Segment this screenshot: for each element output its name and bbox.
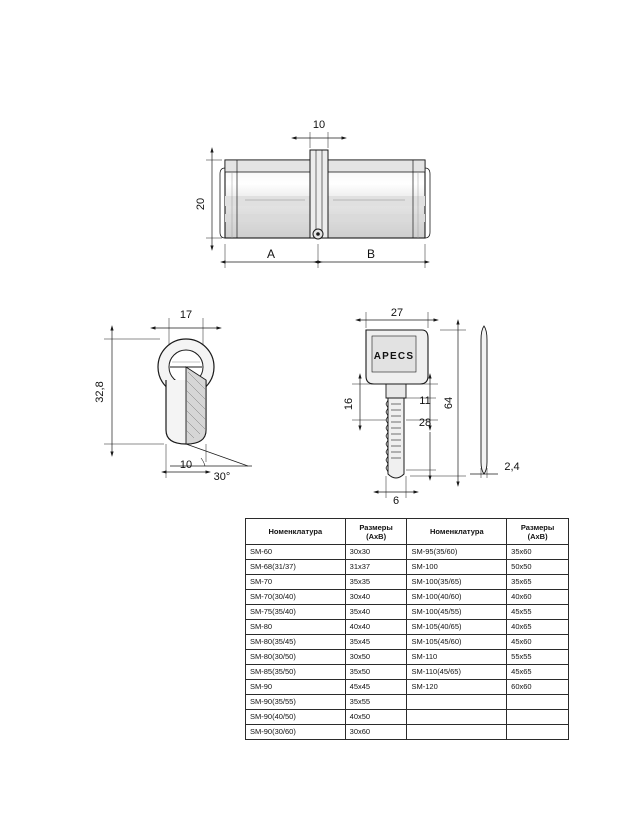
cell-nomenclature-1: SM-90(30/60) (246, 725, 346, 740)
dim-28: 28 (418, 417, 432, 429)
cell-nomenclature-1: SM-60 (246, 545, 346, 560)
table-row (246, 650, 569, 665)
cell-nomenclature-1: SM-90(40/50) (246, 710, 346, 725)
header-line: Номенклатура (430, 527, 484, 536)
header-line: Размеры (520, 522, 555, 532)
cell-nomenclature-2 (407, 710, 507, 725)
header-size-2 (507, 519, 569, 545)
table-row (246, 560, 569, 575)
table-row (246, 695, 569, 710)
cell-size-1: 40x50 (345, 710, 407, 725)
cell-size-2: 40x60 (507, 590, 569, 605)
specification-table-wrap (245, 518, 569, 740)
dim-20-height: 20 (195, 197, 207, 211)
cell-size-1: 35x45 (345, 635, 407, 650)
cell-size-2: 35x65 (507, 575, 569, 590)
cell-nomenclature-1: SM-85(35/50) (246, 665, 346, 680)
cell-size-1: 45x45 (345, 680, 407, 695)
table-row (246, 605, 569, 620)
cell-size-2: 50x50 (507, 560, 569, 575)
key-view (343, 307, 520, 507)
cell-nomenclature-2 (407, 695, 507, 710)
cell-size-1: 35x55 (345, 695, 407, 710)
cell-nomenclature-2 (407, 725, 507, 740)
specification-table (245, 518, 569, 740)
key-brand-label: APECS (373, 351, 415, 362)
cell-nomenclature-1: SM-75(35/40) (246, 605, 346, 620)
cell-size-2: 45x60 (507, 635, 569, 650)
cell-size-2: 60x60 (507, 680, 569, 695)
table-row (246, 665, 569, 680)
cell-size-2: 40x65 (507, 620, 569, 635)
cell-size-1: 30x30 (345, 545, 407, 560)
header-line: (AxB) (366, 531, 387, 541)
dim-16: 16 (343, 397, 355, 411)
dim-17: 17 (179, 309, 193, 321)
cell-size-2: 45x55 (507, 605, 569, 620)
cell-nomenclature-1: SM-70 (246, 575, 346, 590)
label-side-a: A (266, 247, 276, 261)
cell-nomenclature-1: SM-68(31/37) (246, 560, 346, 575)
cell-size-1: 35x50 (345, 665, 407, 680)
dim-32-8: 32,8 (94, 381, 106, 403)
cell-size-2: 35x60 (507, 545, 569, 560)
cell-size-1: 40x40 (345, 620, 407, 635)
table-row (246, 725, 569, 740)
cell-size-2 (507, 725, 569, 740)
dim-10-top: 10 (312, 119, 326, 131)
dim-27: 27 (390, 307, 404, 319)
cell-nomenclature-2: SM-100(35/65) (407, 575, 507, 590)
dim-30-deg: 30° (213, 471, 231, 483)
cell-nomenclature-2: SM-95(35/60) (407, 545, 507, 560)
dim-2-4: 2,4 (504, 461, 520, 473)
dim-11: 11 (419, 395, 431, 407)
cell-size-1: 31x37 (345, 560, 407, 575)
header-line: (AxB) (527, 531, 548, 541)
cell-size-1: 30x60 (345, 725, 407, 740)
dim-6: 6 (392, 495, 400, 507)
table-row (246, 590, 569, 605)
table-row (246, 680, 569, 695)
table-row (246, 575, 569, 590)
table-row (246, 635, 569, 650)
cell-size-2: 55x55 (507, 650, 569, 665)
cell-nomenclature-2: SM-105(45/60) (407, 635, 507, 650)
table-header-row (246, 519, 569, 545)
cell-nomenclature-1: SM-90 (246, 680, 346, 695)
cylinder-cross-section (94, 309, 252, 483)
table-body (246, 545, 569, 740)
cell-size-1: 30x40 (345, 590, 407, 605)
cell-nomenclature-1: SM-90(35/55) (246, 695, 346, 710)
cell-nomenclature-1: SM-80(35/45) (246, 635, 346, 650)
cell-size-2 (507, 710, 569, 725)
header-line: Размеры (359, 522, 393, 532)
cell-size-2 (507, 695, 569, 710)
table-row (246, 545, 569, 560)
table-row (246, 620, 569, 635)
cell-size-1: 35x35 (345, 575, 407, 590)
cell-nomenclature-1: SM-80 (246, 620, 346, 635)
dim-10-cam: 10 (179, 459, 193, 471)
header-nomenclature-2 (407, 519, 507, 545)
cell-nomenclature-2: SM-100(40/60) (407, 590, 507, 605)
cell-nomenclature-2: SM-110(45/65) (407, 665, 507, 680)
dim-64: 64 (443, 396, 455, 410)
header-nomenclature-1 (246, 519, 346, 545)
cell-nomenclature-2: SM-105(40/65) (407, 620, 507, 635)
cell-nomenclature-1: SM-70(30/40) (246, 590, 346, 605)
cell-size-1: 35x40 (345, 605, 407, 620)
cell-nomenclature-2: SM-100(45/55) (407, 605, 507, 620)
cell-nomenclature-2: SM-100 (407, 560, 507, 575)
header-size-1 (345, 519, 407, 545)
label-side-b: B (366, 247, 376, 261)
cylinder-front-view (195, 119, 430, 268)
header-line: Номенклатура (268, 527, 323, 536)
cell-nomenclature-2: SM-120 (407, 680, 507, 695)
cell-nomenclature-1: SM-80(30/50) (246, 650, 346, 665)
cell-size-2: 45x65 (507, 665, 569, 680)
cell-size-1: 30x50 (345, 650, 407, 665)
table-row (246, 710, 569, 725)
cell-nomenclature-2: SM-110 (407, 650, 507, 665)
